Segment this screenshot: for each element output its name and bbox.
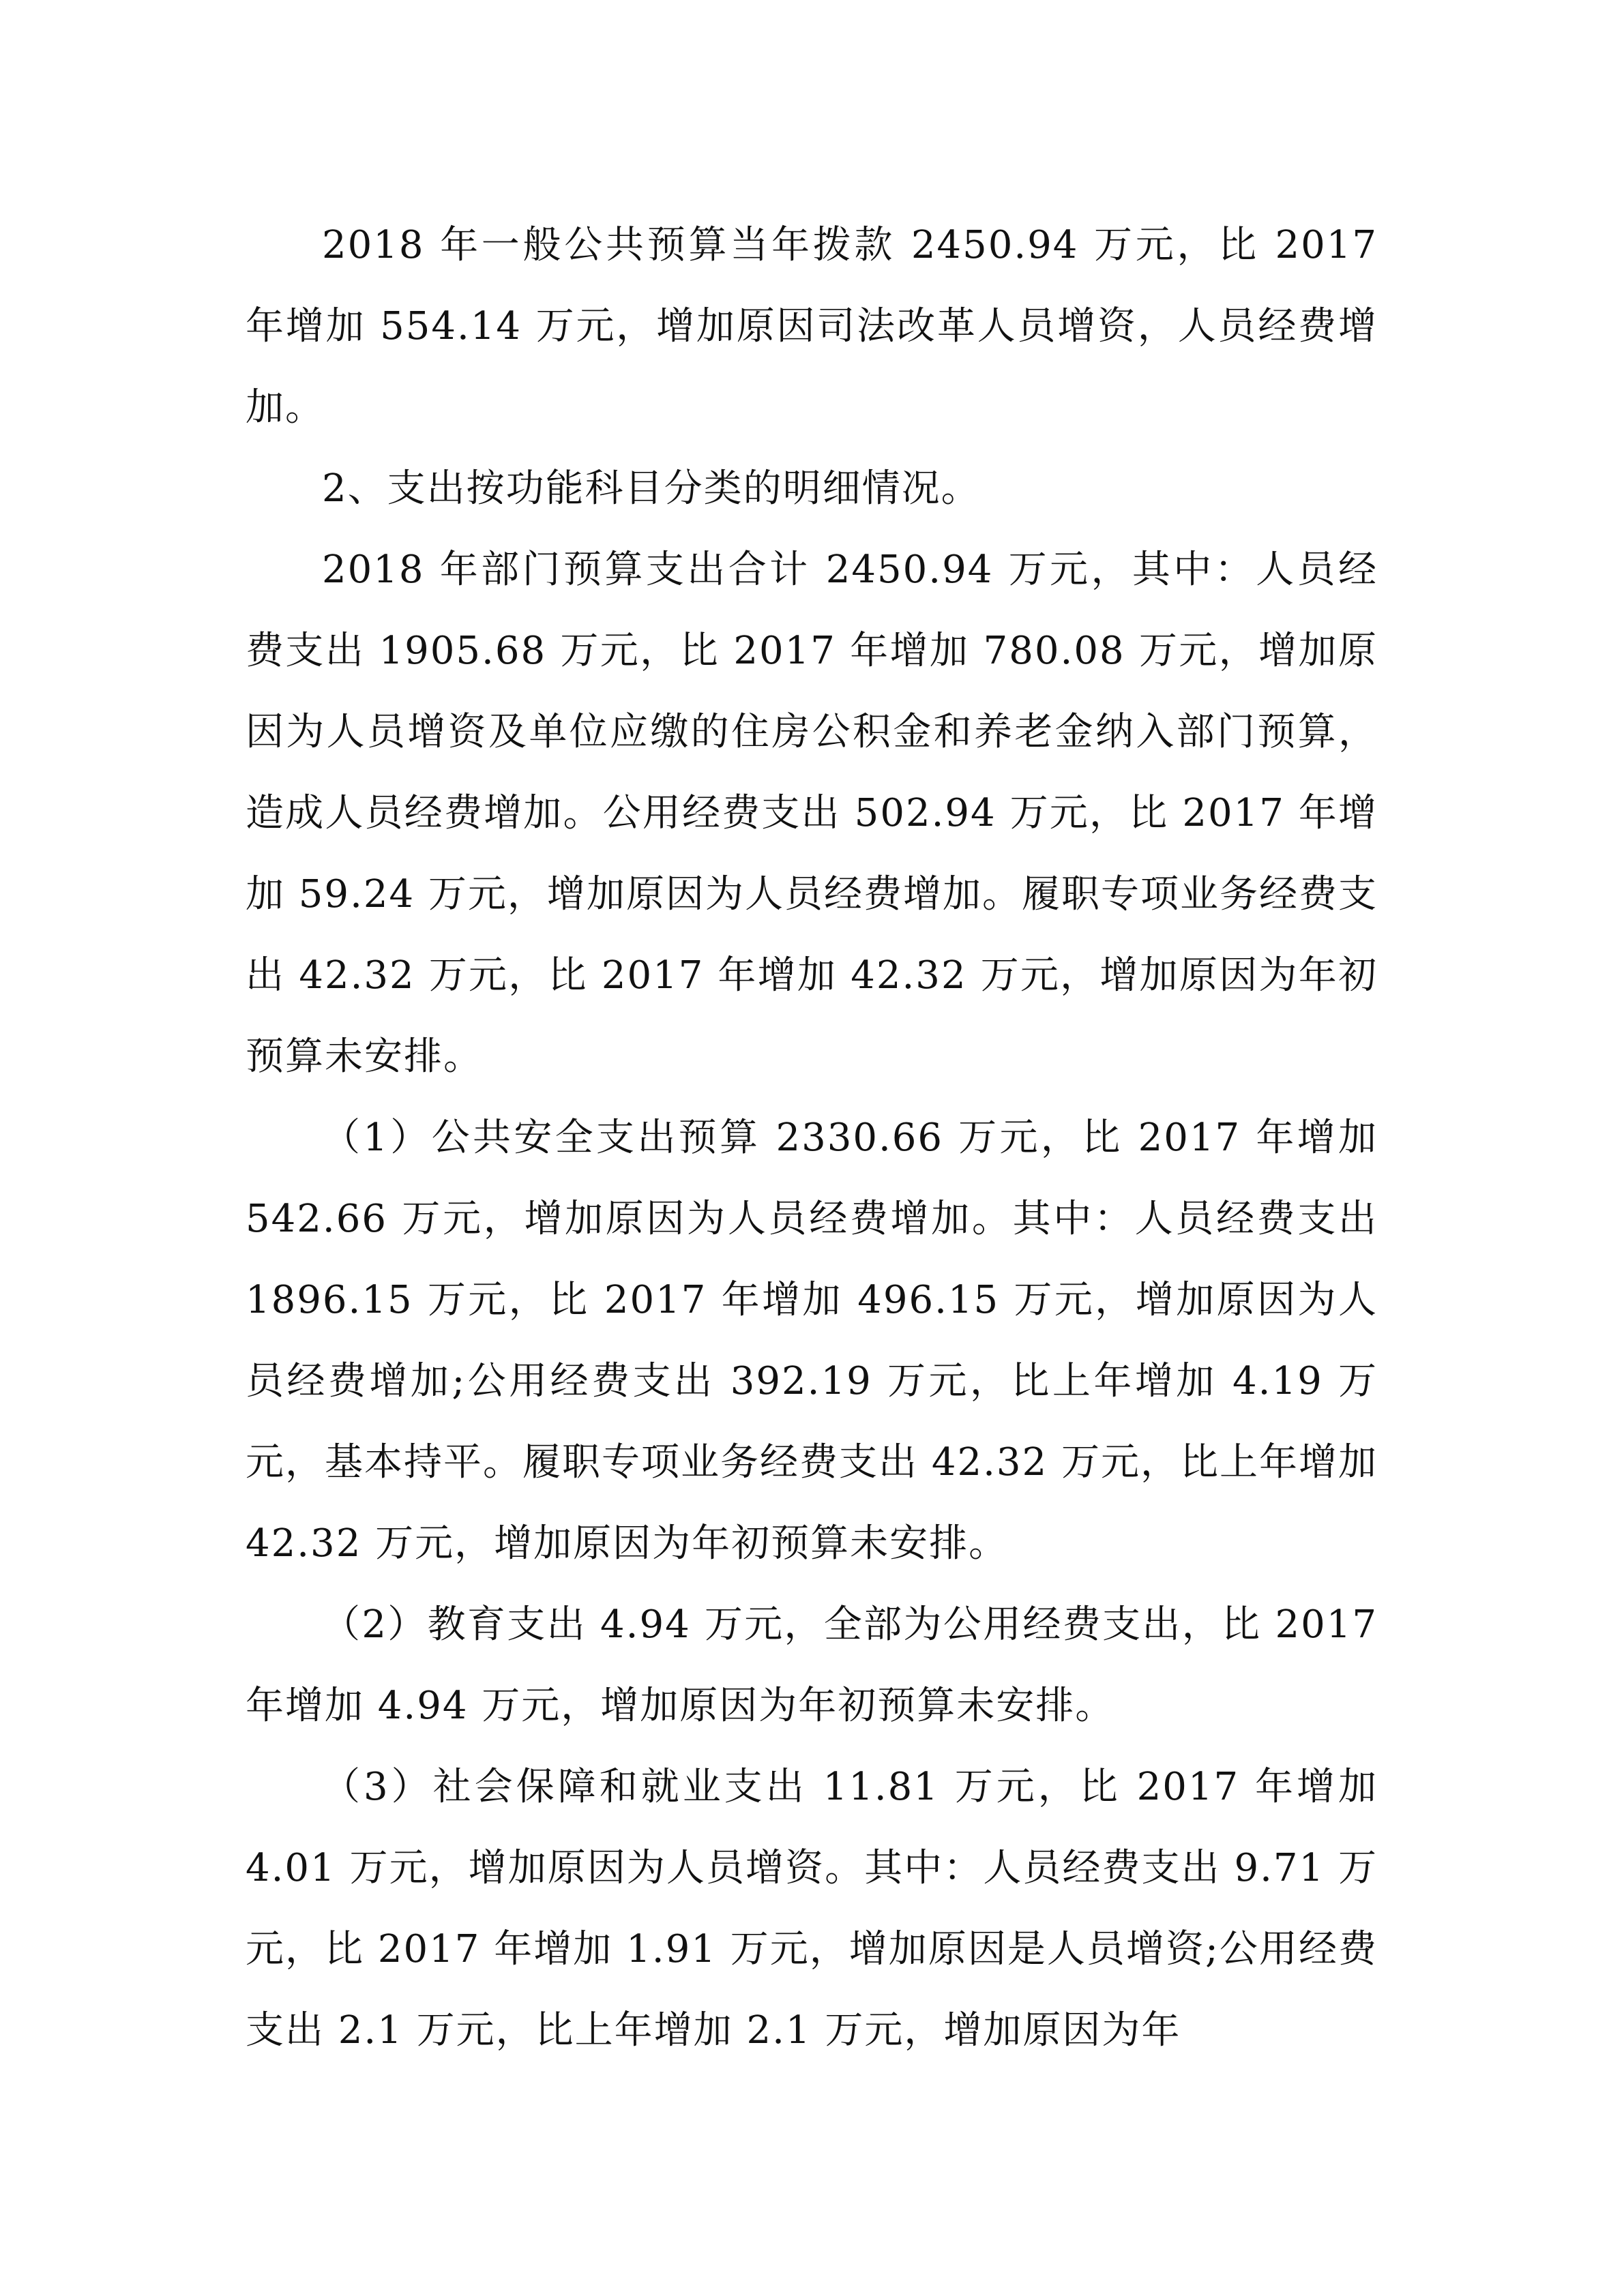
paragraph-section-heading: 2、支出按功能科目分类的明细情况。: [322, 466, 981, 511]
paragraph-total-expenditure: 2018 年部门预算支出合计 2450.94 万元，其中：人员经费支出 1905.68 万元，比 2017 年增加 780.08 万元，增加原因为人员增资及单位应缴的住房公积金和养老金纳入部门预算，造成人员经费增加。公用经费支出 502.94 万元，比 2017 年增加 59.24 万元，增加原因为人员经费增加。履职专项业务经费支出 42.32 万元，比 2017 年增加 42.32 万元，增加原因为年初预算未安排。: [246, 548, 1378, 1079]
body-text: [246, 205, 1378, 2071]
paragraph-appropriation-summary: 2018 年一般公共预算当年拨款 2450.94 万元，比 2017 年增加 554.14 万元，增加原因司法改革人员增资，人员经费增加。: [246, 223, 1378, 430]
paragraph-social-security: （3）社会保障和就业支出 11.81 万元，比 2017 年增加 4.01 万元，增加原因为人员增资。其中：人员经费支出 9.71 万元，比 2017 年增加 1.91 万元，增加原因是人员增资;公用经费支出 2.1 万元，比上年增加 2.1 万元，增加原因为年: [246, 1765, 1378, 2053]
paragraph-education: （2）教育支出 4.94 万元，全部为公用经费支出，比 2017 年增加 4.94 万元，增加原因为年初预算未安排。: [246, 1602, 1378, 1728]
paragraph-public-security: （1）公共安全支出预算 2330.66 万元，比 2017 年增加 542.66 万元，增加原因为人员经费增加。其中：人员经费支出 1896.15 万元，比 2017 年增加 496.15 万元，增加原因为人员经费增加;公用经费支出 392.19 万元，比上年增加 4.19 万元，基本持平。履职专项业务经费支出 42.32 万元，比上年增加 42.32 万元，增加原因为年初预算未安排。: [246, 1116, 1378, 1566]
